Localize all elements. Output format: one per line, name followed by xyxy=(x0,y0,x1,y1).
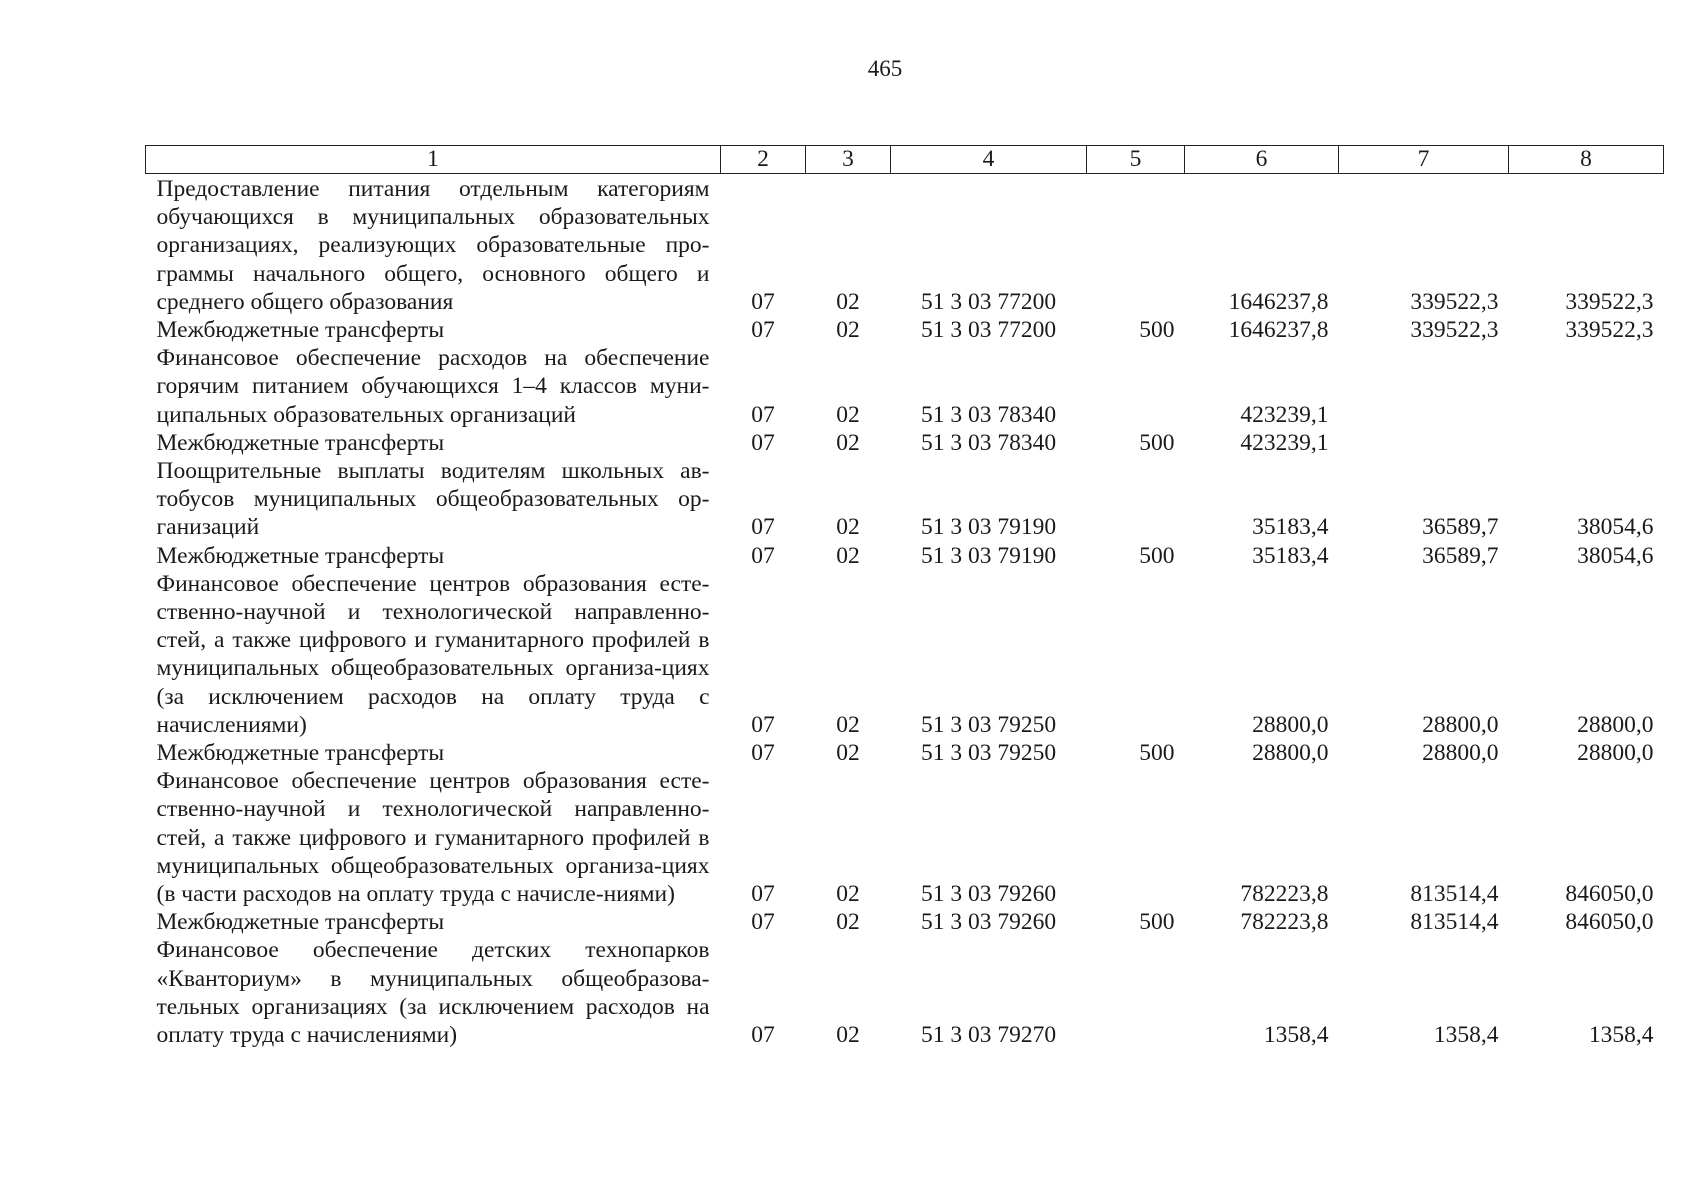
expense-type-code xyxy=(1087,174,1185,317)
column-header-2: 2 xyxy=(721,146,806,174)
budget-table xyxy=(145,145,1664,1049)
column-header-6: 6 xyxy=(1185,146,1339,174)
amount-col-6: 1646237,8 xyxy=(1228,317,1329,344)
section-code: 07 xyxy=(751,288,775,315)
expense-type-code xyxy=(1087,457,1185,542)
subsection-code: 02 xyxy=(836,1022,860,1049)
line-item-name: Межбюджетные трансферты xyxy=(156,740,445,767)
line-item-name: Межбюджетные трансферты xyxy=(156,317,445,344)
target-article-code: 51 3 03 77200 xyxy=(920,317,1057,344)
amount-col-7: 813514,4 xyxy=(1410,881,1499,908)
amount-col-8: 28800,0 xyxy=(1577,740,1654,767)
expense-type-code: 500 xyxy=(1139,429,1175,456)
table-row xyxy=(146,767,1664,908)
amount-col-6: 35183,4 xyxy=(1252,542,1329,569)
amount-col-6: 35183,4 xyxy=(1252,514,1329,541)
column-header-8: 8 xyxy=(1509,146,1664,174)
column-number-row xyxy=(146,146,1664,174)
expense-type-code: 500 xyxy=(1139,317,1175,344)
amount-col-7: 36589,7 xyxy=(1422,542,1499,569)
amount-col-7: 813514,4 xyxy=(1410,909,1499,936)
table-row xyxy=(146,457,1664,542)
target-article-code: 51 3 03 79190 xyxy=(920,514,1057,541)
table-row xyxy=(146,570,1664,739)
amount-col-7: 339522,3 xyxy=(1410,317,1499,344)
section-code: 07 xyxy=(751,711,775,738)
amount-col-7: 36589,7 xyxy=(1422,514,1499,541)
column-header-4: 4 xyxy=(891,146,1087,174)
column-header-3: 3 xyxy=(806,146,891,174)
column-header-5: 5 xyxy=(1087,146,1185,174)
line-item-name: Предоставление питания отдельным категориям обучающихся в муниципальных образовательных организациях, реализующих образовательные про-граммы начального общего, основного общего и среднего общего образования xyxy=(156,176,710,315)
table-row xyxy=(146,174,1664,317)
line-item-name: Поощрительные выплаты водителям школьных ав-тобусов муниципальных общеобразовательных ор-ганизаций xyxy=(156,458,710,541)
target-article-code: 51 3 03 79270 xyxy=(920,1022,1057,1049)
table-row xyxy=(146,429,1664,457)
column-header-1: 1 xyxy=(146,146,721,174)
section-code: 07 xyxy=(751,881,775,908)
table-row xyxy=(146,908,1664,936)
subsection-code: 02 xyxy=(836,711,860,738)
amount-col-7: 339522,3 xyxy=(1410,288,1499,315)
amount-col-8: 846050,0 xyxy=(1565,881,1654,908)
subsection-code: 02 xyxy=(836,909,860,936)
amount-col-8: 339522,3 xyxy=(1565,317,1654,344)
line-item-name: Финансовое обеспечение расходов на обеспечение горячим питанием обучающихся 1–4 классов муни-ципальных образовательных организаций xyxy=(156,345,710,428)
expense-type-code xyxy=(1087,767,1185,908)
subsection-code: 02 xyxy=(836,542,860,569)
amount-col-6: 782223,8 xyxy=(1240,881,1329,908)
amount-col-8 xyxy=(1509,344,1664,429)
amount-col-7: 28800,0 xyxy=(1422,740,1499,767)
section-code: 07 xyxy=(751,401,775,428)
amount-col-8: 38054,6 xyxy=(1577,514,1654,541)
expense-type-code: 500 xyxy=(1139,542,1175,569)
amount-col-8: 28800,0 xyxy=(1577,711,1654,738)
line-item-name: Финансовое обеспечение центров образования есте-ственно-научной и технологической направленно-стей, а также цифрового и гуманитарного профилей в муниципальных общеобразовательных организа-циях (за исключением расходов на оплату труда с начислениями) xyxy=(156,570,710,738)
amount-col-7 xyxy=(1339,344,1509,429)
section-code: 07 xyxy=(751,514,775,541)
column-header-7: 7 xyxy=(1339,146,1509,174)
amount-col-8 xyxy=(1509,429,1664,457)
target-article-code: 51 3 03 79190 xyxy=(920,542,1057,569)
expense-type-code: 500 xyxy=(1139,740,1175,767)
table-row xyxy=(146,344,1664,429)
target-article-code: 51 3 03 79250 xyxy=(920,711,1057,738)
table-row xyxy=(146,316,1664,344)
amount-col-6: 1358,4 xyxy=(1263,1022,1329,1049)
target-article-code: 51 3 03 79260 xyxy=(920,909,1057,936)
amount-col-8: 846050,0 xyxy=(1565,909,1654,936)
subsection-code: 02 xyxy=(836,317,860,344)
target-article-code: 51 3 03 78340 xyxy=(920,401,1057,428)
amount-col-6: 423239,1 xyxy=(1240,429,1329,456)
section-code: 07 xyxy=(751,542,775,569)
amount-col-6: 28800,0 xyxy=(1252,711,1329,738)
line-item-name: Межбюджетные трансферты xyxy=(156,542,445,569)
subsection-code: 02 xyxy=(836,881,860,908)
target-article-code: 51 3 03 77200 xyxy=(920,288,1057,315)
amount-col-7 xyxy=(1339,429,1509,457)
subsection-code: 02 xyxy=(836,514,860,541)
section-code: 07 xyxy=(751,1022,775,1049)
section-code: 07 xyxy=(751,317,775,344)
amount-col-6: 1646237,8 xyxy=(1228,288,1329,315)
amount-col-7: 1358,4 xyxy=(1433,1022,1499,1049)
table-row xyxy=(146,542,1664,570)
subsection-code: 02 xyxy=(836,429,860,456)
table-header xyxy=(146,146,1664,174)
expense-type-code xyxy=(1087,570,1185,739)
expense-type-code xyxy=(1087,344,1185,429)
line-item-name: Финансовое обеспечение детских технопарков «Кванториум» в муниципальных общеобразова-тельных организациях (за исключением расходов на оплату труда с начислениями) xyxy=(156,937,710,1049)
table-row xyxy=(146,739,1664,767)
target-article-code: 51 3 03 78340 xyxy=(920,429,1057,456)
subsection-code: 02 xyxy=(836,401,860,428)
section-code: 07 xyxy=(751,429,775,456)
amount-col-8: 38054,6 xyxy=(1577,542,1654,569)
table-row xyxy=(146,936,1664,1049)
expense-type-code xyxy=(1087,936,1185,1049)
amount-col-8: 1358,4 xyxy=(1588,1022,1654,1049)
target-article-code: 51 3 03 79260 xyxy=(920,881,1057,908)
amount-col-6: 782223,8 xyxy=(1240,909,1329,936)
section-code: 07 xyxy=(751,740,775,767)
target-article-code: 51 3 03 79250 xyxy=(920,740,1057,767)
subsection-code: 02 xyxy=(836,740,860,767)
line-item-name: Финансовое обеспечение центров образования есте-ственно-научной и технологической направленно-стей, а также цифрового и гуманитарного профилей в муниципальных общеобразовательных организа-циях (в части расходов на оплату труда с начисле-ниями) xyxy=(156,768,710,908)
subsection-code: 02 xyxy=(836,288,860,315)
page-number: 465 xyxy=(867,56,903,81)
expense-type-code: 500 xyxy=(1139,909,1175,936)
amount-col-6: 28800,0 xyxy=(1252,740,1329,767)
amount-col-8: 339522,3 xyxy=(1565,288,1654,315)
amount-col-6: 423239,1 xyxy=(1240,401,1329,428)
line-item-name: Межбюджетные трансферты xyxy=(156,429,445,456)
line-item-name: Межбюджетные трансферты xyxy=(156,909,445,936)
section-code: 07 xyxy=(751,909,775,936)
amount-col-7: 28800,0 xyxy=(1422,711,1499,738)
table-body xyxy=(146,174,1664,1050)
